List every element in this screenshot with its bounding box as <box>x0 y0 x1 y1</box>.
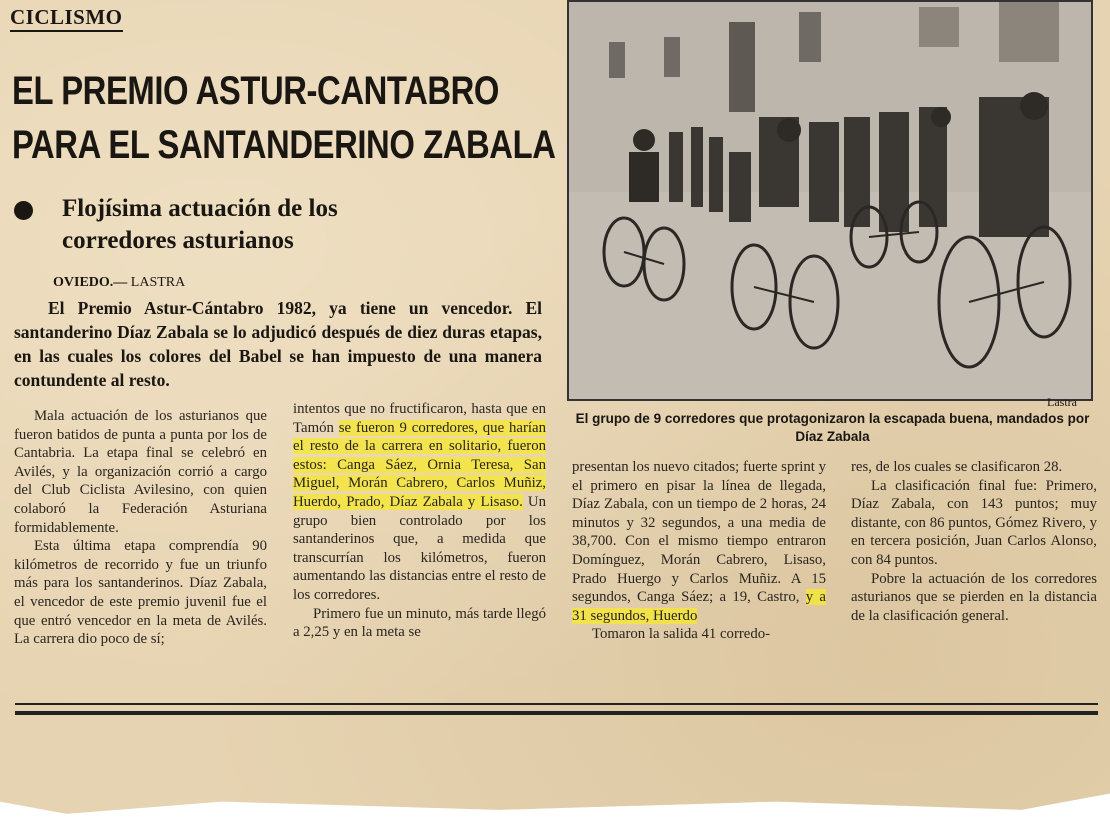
paragraph: Mala actuación de los asturianos que fueron batidos de punta a punta por los de Cantabria. La etapa final se celebró en Avilés, y la organización corrió a cargo del Club Ciclista Avilesino, con quien colaboró la Federación Asturiana formidablemente. <box>14 408 267 536</box>
article-column-2 <box>293 400 546 642</box>
text-run: presentan los nuevo citados; fuerte sprint y el primero en pisar la línea de llegada, Díaz Zabala, con un tiempo de 2 horas, 24 minutos y 32 segundos, a una media de 38,700. Con el mismo tiempo entraron Domínguez, Morán Cabrero, Lisaso, Prado Huergo y Carlos Muñiz. A 15 segundos, Canga Sáez; a 19, Castro, <box>572 459 826 606</box>
paragraph: Tomaron la salida 41 corredo- <box>592 626 771 643</box>
headline-line-2: PARA EL SANTANDERINO ZABALA <box>12 123 556 167</box>
paragraph: La clasificación final fue: Primero, Díaz Zabala, con 143 puntos; muy distante, con 86 puntos, Gómez Rivero, y en tercera posición, Juan Carlos Alonso, con 84 puntos. <box>851 477 1097 568</box>
divider-rule-thick <box>15 711 1098 715</box>
byline <box>53 275 185 291</box>
paragraph: Pobre la actuación de los corredores asturianos que se pierden en la distancia de la clasificación general. <box>851 570 1097 624</box>
text-run: intentos que no fructificaron, hasta que en Tamón <box>293 401 546 436</box>
photo-caption: El grupo de 9 corredores que protagonizaron la escapada buena, mandados por Díaz Zabala <box>575 411 1090 444</box>
article-column-4 <box>851 458 1097 625</box>
headline-line-1: EL PREMIO ASTUR-CANTABRO <box>12 69 500 113</box>
bullet-icon <box>14 201 33 220</box>
highlighted-text: se fueron 9 corredores, que harían el resto de la carrera en solitario, fueron estos: Canga Sáez, Ornia Teresa, San Miguel, Morán Cabrero, Carlos Muñiz, Huerdo, Prado, Díaz Zabala y Lisaso. <box>293 419 546 510</box>
byline-city: OVIEDO.— <box>53 275 128 290</box>
photo-credit: Lastra <box>1047 395 1077 409</box>
paragraph: Esta última etapa comprendía 90 kilómetros de recorrido y fue un triunfo más para los santanderinos. Díaz Zabala, el vencedor de este premio juvenil fue el que entró vencedor en la meta de Avilés. La carrera dio poco de sí; <box>14 538 267 648</box>
paragraph: Primero fue un minuto, más tarde llegó a 2,25 y en la meta se <box>293 605 546 641</box>
section-label: CICLISMO <box>10 6 123 32</box>
article-column-3 <box>572 458 826 644</box>
lead-paragraph: El Premio Astur-Cántabro 1982, ya tiene un vencedor. El santanderino Díaz Zabala se lo adjudicó después de diez duras etapas, en las cuales los colores del Babel se han impuesto de una manera contundente al resto. <box>14 298 542 390</box>
article-column-1 <box>14 407 267 649</box>
subheadline-line-2: corredores asturianos <box>62 227 294 254</box>
highlighted-text: y a 31 segundos, Huerdo <box>572 589 826 624</box>
headline <box>12 64 556 172</box>
byline-author: LASTRA <box>130 275 186 290</box>
text-run: Un grupo bien controlado por los santanderinos que, a medida que transcurrían los kilómetros, fueron aumentando las distancias entre el resto de los corredores. <box>293 493 546 603</box>
cyclists-photo <box>567 0 1093 401</box>
photo-image <box>569 2 1091 399</box>
divider-rule <box>15 703 1098 705</box>
subheadline-line-1: Flojísima actuación de los <box>62 195 338 222</box>
paragraph: res, de los cuales se clasificaron 28. <box>851 459 1063 475</box>
paragraph <box>293 400 546 605</box>
subheadline <box>62 193 338 257</box>
paragraph <box>572 458 826 625</box>
